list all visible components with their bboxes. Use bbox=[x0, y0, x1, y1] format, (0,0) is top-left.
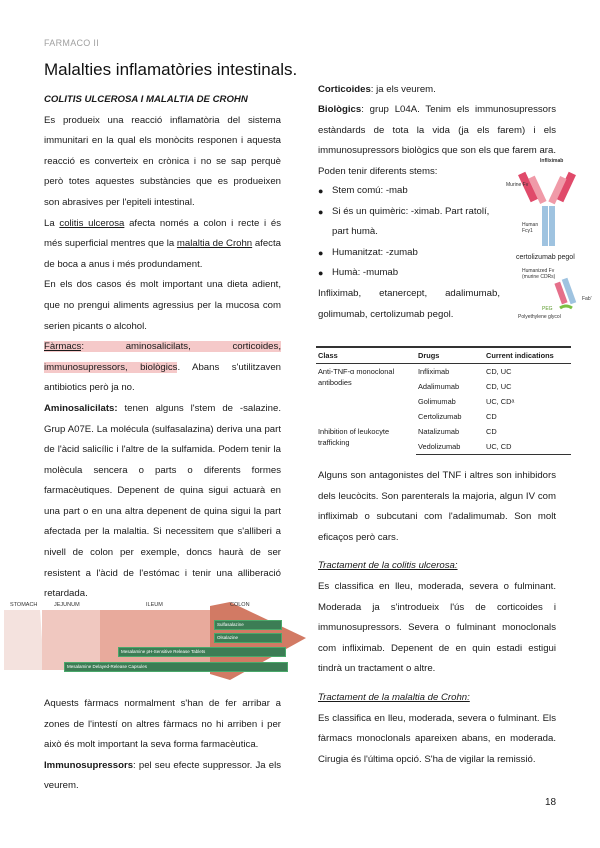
label-polyethylene: Polyethylene glycol bbox=[518, 314, 561, 320]
segment-stomach: STOMACH bbox=[10, 602, 38, 608]
drugs-label: Fàrmacs bbox=[44, 341, 82, 353]
paragraph-tnf: Alguns son antagonistes del TNF i altres son inhibidors dels leucòcits. Son parenterals la majoria, algun IV com infliximab o subcutani com l'adalimumab. Son molt eficaços però cars. bbox=[318, 470, 556, 543]
paragraph-scope: La colitis ulcerosa afecta només a colon i recte i és més superficial mentres que la malaltia de Crohn afecta de boca a anus i més produndament. bbox=[44, 217, 281, 270]
stem-item: ● Si és un quimèric: -ximab. Part ratolí, part humà. bbox=[318, 202, 500, 243]
stem-item: ● Humanitzat: -zumab bbox=[318, 243, 500, 264]
stem-item: ● Stem comú: -mab bbox=[318, 181, 500, 202]
label-human: Human Fcγ1 bbox=[522, 222, 539, 234]
paragraph-crohn-treatment: Es classifica en lleu, moderada, severa o fulminant. Els fàrmacs monoclonals apareixen abans, en moderada. Cirugia és l'última opció. S'ha de vigilar la remissió. bbox=[318, 712, 556, 765]
paragraph-biologic-names: Infliximab, etanercept, adalimumab, golimumab, certolizumab pegol. bbox=[318, 287, 500, 320]
col-indications: Current indications bbox=[484, 347, 571, 364]
bar-mesalamine-capsules: Mesalamine Delayed-Release Capsules bbox=[64, 662, 288, 672]
paragraph-diet: En els dos casos és molt important una dieta adient, que no prengui aliments agressius per la mucosa com serien picants o alcohol. bbox=[44, 279, 281, 332]
label-peg: PEG bbox=[542, 306, 553, 312]
bar-olsalazine: Olsalazine bbox=[214, 633, 282, 643]
segment-colon: COLON bbox=[230, 602, 250, 608]
bar-sulfasalazine: Sulfasalazine bbox=[214, 620, 282, 630]
paragraph-intro: Es produeix una reacció inflamatòria del sistema immunitari en la qual els monòcits responen i aquesta reacció es converteix en crònica i no se sap perquè però totes aquestes substàncies que es produeixen son abrasives per l'epiteli intestinal. bbox=[44, 114, 281, 208]
intestine-release-diagram bbox=[4, 600, 306, 685]
right-column-top bbox=[318, 80, 503, 101]
paragraph-corticoids: Corticoides: ja els veurem. bbox=[318, 84, 436, 95]
table-header-row bbox=[316, 347, 571, 364]
label-humanized: Humanized Fv (murine CDRs) bbox=[522, 268, 556, 280]
biologics-table bbox=[316, 346, 571, 455]
table-row: Inhibition of leukocyte trafficking Natalizumab CD bbox=[318, 427, 497, 447]
label-infliximab: Infliximab bbox=[540, 158, 564, 164]
antibody-figure bbox=[500, 158, 600, 328]
label-murine: Murine Fv bbox=[506, 182, 529, 188]
label-fab: Fab' bbox=[582, 296, 592, 302]
segment-jejunum: JEJUNUM bbox=[54, 602, 80, 608]
segment-ileum: ILEUM bbox=[146, 602, 163, 608]
crohn-term: malaltia de Crohn bbox=[176, 238, 253, 250]
col-drugs: Drugs bbox=[416, 347, 484, 364]
paragraph-uc-treatment: Es classifica en lleu, moderada, severa o fulminant. Moderada ja s'introdueix l'ús de corticoides i immunosupressors. Severa o fulminant monoclonals com infliximab. Depenent de en quin estadi estigui tindrà un tractament o altre. bbox=[318, 580, 556, 675]
paragraph-formulation: Aquests fàrmacs normalment s'han de fer arribar a zones de l'intestí on altres fàrmacs no hi arriben i per això és molt important la seva forma farmacèutica. bbox=[44, 698, 281, 751]
table-row: Anti-TNF-α monoclonal antibodies Infliximab CD, UC bbox=[318, 367, 512, 387]
paragraph-immunosuppressors: Immunosupressors: pel seu efecte suppressor. Ja els veurem. bbox=[44, 759, 281, 792]
paragraph-aminosalicylates: Aminosalicilats: tenen alguns l'stem de -salazine. Grup A07E. La molécula (sulfasalazina) deriva una part de l'àcid salicílic i l'altre de la sulfamida. Podem tenir la molècula sencera o parts o diferents formes farmacèutiques. Depenent de quina sigui actuarà en una part o en una altra depenent de quina sigui la part afectada per la malaltia. Si necessitem que s'alliberi a nivell de colon per exemple, doncs haurà de ser resistent a l'àcid de l'estómac i tenir una alliberació retardada. bbox=[44, 402, 281, 600]
page-title: Malalties inflamatòries intestinals. bbox=[44, 60, 298, 79]
left-column-bottom bbox=[44, 694, 281, 797]
right-column-bottom bbox=[318, 466, 556, 770]
heading-uc-treatment: Tractament de la colitis ulcerosa: bbox=[318, 560, 458, 572]
course-header: FARMACO II bbox=[44, 38, 100, 48]
colitis-term: colitis ulcerosa bbox=[59, 217, 125, 229]
section-subtitle: COLITIS ULCEROSA I MALALTIA DE CROHN bbox=[44, 94, 248, 105]
paragraph-drugs: Fàrmacs: aminosalicilats, corticoides, immunosupressors, biològics. Abans s'utilitzaven antibiotics però ja no. bbox=[44, 341, 281, 394]
label-certolizumab: certolizumab pegol bbox=[516, 254, 575, 261]
table-row: Vedolizumab UC, CD bbox=[316, 439, 571, 455]
drugs-highlight: aminosalicilats, corticoides, immunosupressors, biològics bbox=[44, 341, 281, 373]
left-column bbox=[44, 90, 281, 605]
col-class: Class bbox=[316, 347, 416, 364]
paragraph-biologics: Biològics: grup L04A. Tenim els immunosupressors estàndards de tota la vida (ja els farem) i els immunosupressors biològics que son els que farem ara. Poden tenir diferents stems: bbox=[318, 104, 556, 177]
heading-crohn-treatment: Tractament de la malaltia de Crohn: bbox=[318, 691, 470, 703]
table-row: Certolizumab CD bbox=[418, 412, 497, 421]
right-column-stems bbox=[318, 181, 500, 325]
stem-item: ● Humà: -mumab bbox=[318, 263, 500, 284]
bar-mesalamine-tablets: Mesalamine pH-Sensitive Release Tablets bbox=[118, 647, 286, 657]
page-number: 18 bbox=[545, 797, 557, 808]
table-row: Adalimumab CD, UC bbox=[418, 382, 512, 391]
stems-list bbox=[318, 181, 500, 284]
table-row: Golimumab UC, CDᵃ bbox=[418, 397, 515, 406]
